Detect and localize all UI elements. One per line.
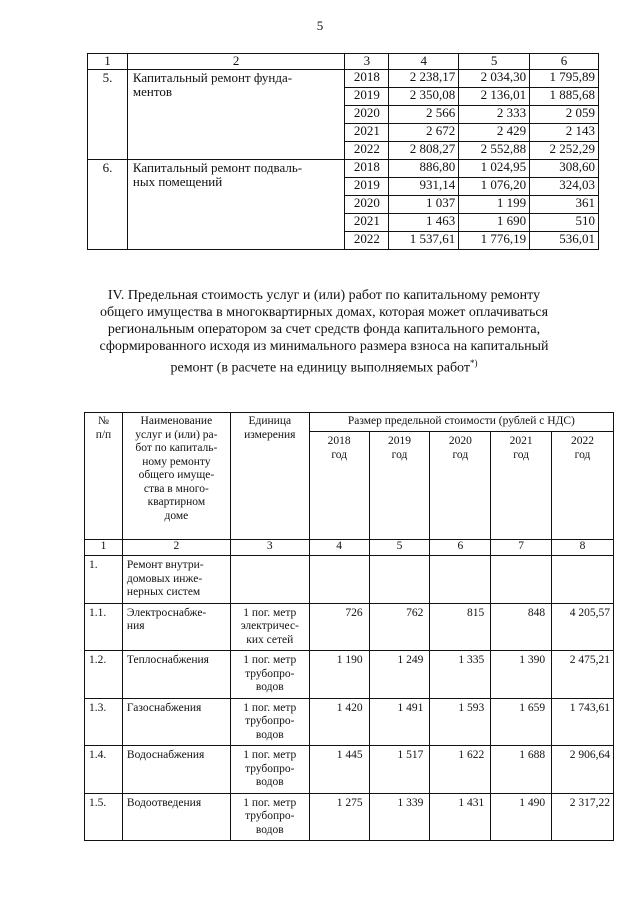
index-cell: 4 <box>309 540 369 556</box>
header-name-line: доме <box>164 509 189 522</box>
index-cell: 2 <box>122 540 230 556</box>
row-name-line: Водоснабжения <box>126 749 205 761</box>
row-unit-line: водов <box>255 728 284 741</box>
row-value: 4 205,57 <box>552 603 614 651</box>
header-unit <box>230 413 309 540</box>
header-unit-line: измерения <box>244 428 296 441</box>
top-header-cell: 6 <box>530 54 599 70</box>
row-unit <box>230 746 309 794</box>
year-cell: 2018 <box>345 70 389 88</box>
year-cell: 2022 <box>345 142 389 160</box>
header-name-line: услуг и (или) ра- <box>135 428 218 441</box>
index-cell: 8 <box>552 540 614 556</box>
value-cell: 2 566 <box>389 106 459 124</box>
row-value: 815 <box>430 603 491 651</box>
year-cell: 2019 <box>345 88 389 106</box>
value-cell: 2 252,29 <box>530 142 599 160</box>
row-unit-line: ких сетей <box>246 633 294 646</box>
row-unit-line: водов <box>255 776 284 788</box>
top-table-row <box>88 70 599 88</box>
row-value: 1 688 <box>491 746 552 794</box>
row-value: 1 593 <box>430 698 491 746</box>
header-year: 2018 <box>327 435 351 447</box>
table-row <box>85 603 614 651</box>
row-value: 1 445 <box>309 746 369 794</box>
row-value: 1 659 <box>491 698 552 746</box>
row-unit-line: 1 пог. метр <box>243 654 297 666</box>
row-unit-line: 1 пог. метр <box>243 701 297 714</box>
row-value: 2 906,64 <box>552 746 614 794</box>
header-name-line: ства в много- <box>143 482 209 495</box>
group-name-line: домовых инже- <box>126 572 203 585</box>
heading-line: IV. Предельная стоимость услуг и (или) работ по капитальному ремонту <box>107 288 541 303</box>
empty-cell <box>552 556 614 604</box>
value-cell: 536,01 <box>530 232 599 250</box>
value-cell: 2 059 <box>530 106 599 124</box>
item-name-line: ных помещений <box>132 174 223 189</box>
header-year: 2019 <box>387 435 411 447</box>
max-cost-table <box>84 412 614 841</box>
value-cell: 324,03 <box>530 178 599 196</box>
header-num <box>85 413 123 540</box>
group-number: 1. <box>85 556 123 604</box>
item-name-line: ментов <box>132 84 172 99</box>
value-cell: 2 143 <box>530 124 599 142</box>
heading-line: сформированного исходя из минимального размера взноса на капитальный <box>99 339 549 354</box>
table-row <box>85 698 614 746</box>
heading-line: общего имущества в многоквартирных домах, которая может оплачиваться <box>99 305 549 320</box>
table-row <box>85 793 614 841</box>
value-cell: 1 690 <box>459 214 530 232</box>
row-value: 1 491 <box>369 698 430 746</box>
index-cell: 5 <box>369 540 430 556</box>
empty-cell <box>491 556 552 604</box>
row-value: 848 <box>491 603 552 651</box>
value-cell: 1 776,19 <box>459 232 530 250</box>
header-num-line: № <box>97 415 109 427</box>
page-number: 5 <box>316 18 324 33</box>
item-number: 6. <box>88 160 128 250</box>
empty-cell <box>430 556 491 604</box>
row-value: 1 517 <box>369 746 430 794</box>
year-cell: 2019 <box>345 178 389 196</box>
row-name <box>122 603 230 651</box>
index-cell: 1 <box>85 540 123 556</box>
row-unit <box>230 651 309 699</box>
row-number: 1.5. <box>85 793 123 841</box>
value-cell: 308,60 <box>530 160 599 178</box>
header-name-line: Наименование <box>140 415 213 427</box>
index-cell: 6 <box>430 540 491 556</box>
row-unit-line: трубопро- <box>245 810 295 822</box>
value-cell: 2 333 <box>459 106 530 124</box>
row-value: 1 622 <box>430 746 491 794</box>
footnote-mark: *) <box>470 358 478 368</box>
header-year: 2021 <box>509 435 533 447</box>
row-name <box>122 746 230 794</box>
row-unit <box>230 603 309 651</box>
header-year-cell <box>491 432 552 540</box>
table-row <box>85 746 614 794</box>
row-name-line: ния <box>126 620 145 632</box>
value-cell: 2 350,08 <box>389 88 459 106</box>
row-name <box>122 651 230 699</box>
value-cell: 1 037 <box>389 196 459 214</box>
value-cell: 1 199 <box>459 196 530 214</box>
value-cell: 2 034,30 <box>459 70 530 88</box>
value-cell: 1 024,95 <box>459 160 530 178</box>
year-cell: 2022 <box>345 232 389 250</box>
header-year-cell <box>369 432 430 540</box>
header-name-line: ному ремонту <box>142 455 211 468</box>
header-year-cell <box>430 432 491 540</box>
row-unit-line: 1 пог. метр <box>243 606 297 619</box>
row-name-line: Теплоснабжения <box>126 654 209 666</box>
row-value: 1 431 <box>430 793 491 841</box>
index-cell: 3 <box>230 540 309 556</box>
row-number: 1.4. <box>85 746 123 794</box>
header-name-line: общего имуще- <box>138 469 215 481</box>
row-name <box>122 793 230 841</box>
row-unit-line: водов <box>255 681 284 693</box>
empty-cell <box>369 556 430 604</box>
header-year-word: год <box>391 448 408 461</box>
header-year-word: год <box>513 448 529 461</box>
top-table-row <box>88 160 599 178</box>
index-cell: 7 <box>491 540 552 556</box>
row-value: 2 475,21 <box>552 651 614 699</box>
header-name-line: бот по капиталь- <box>135 442 218 454</box>
value-cell: 886,80 <box>389 160 459 178</box>
item-number: 5. <box>88 70 128 160</box>
value-cell: 1 463 <box>389 214 459 232</box>
heading-line: региональным оператором за счет средств фонда капитального ремонта, <box>107 322 541 337</box>
value-cell: 931,14 <box>389 178 459 196</box>
row-value: 1 390 <box>491 651 552 699</box>
row-unit-line: 1 пог. метр <box>243 749 297 761</box>
top-header-cell: 5 <box>459 54 530 70</box>
value-cell: 510 <box>530 214 599 232</box>
item-name-line: Капитальный ремонт фунда- <box>132 70 293 85</box>
row-value: 1 339 <box>369 793 430 841</box>
bottom-header-row <box>85 413 614 432</box>
group-name-line: нерных систем <box>126 586 201 598</box>
row-value: 1 335 <box>430 651 491 699</box>
value-cell: 2 552,88 <box>459 142 530 160</box>
row-name-line: Водоотведения <box>126 796 202 809</box>
row-value: 726 <box>309 603 369 651</box>
row-unit-line: трубопро- <box>245 762 295 775</box>
year-cell: 2021 <box>345 214 389 232</box>
year-cell: 2020 <box>345 106 389 124</box>
header-year-word: год <box>574 448 591 461</box>
row-unit-line: трубопро- <box>245 667 295 680</box>
group-name <box>122 556 230 604</box>
heading-line: ремонт (в расчете на единицу выполняемых работ <box>170 360 470 376</box>
header-year-cell <box>309 432 369 540</box>
row-value: 1 249 <box>369 651 430 699</box>
group-name-line: Ремонт внутри- <box>126 559 204 571</box>
header-year: 2022 <box>571 435 595 447</box>
row-unit-line: 1 пог. метр <box>243 796 297 809</box>
value-cell: 1 795,89 <box>530 70 599 88</box>
bottom-index-row <box>85 540 614 556</box>
row-value: 1 420 <box>309 698 369 746</box>
empty-cell <box>309 556 369 604</box>
top-header-cell: 3 <box>345 54 389 70</box>
value-cell: 1 885,68 <box>530 88 599 106</box>
row-number: 1.1. <box>85 603 123 651</box>
row-value: 1 490 <box>491 793 552 841</box>
row-value: 762 <box>369 603 430 651</box>
value-cell: 361 <box>530 196 599 214</box>
value-cell: 2 672 <box>389 124 459 142</box>
row-value: 1 743,61 <box>552 698 614 746</box>
value-cell: 1 076,20 <box>459 178 530 196</box>
top-header-cell: 4 <box>389 54 459 70</box>
row-unit <box>230 698 309 746</box>
row-number: 1.3. <box>85 698 123 746</box>
value-cell: 2 136,01 <box>459 88 530 106</box>
row-name-line: Газоснабжения <box>126 701 202 714</box>
header-name <box>122 413 230 540</box>
header-unit-line: Единица <box>248 415 292 427</box>
header-name-line: квартирном <box>147 496 206 508</box>
row-number: 1.2. <box>85 651 123 699</box>
year-cell: 2021 <box>345 124 389 142</box>
value-cell: 2 238,17 <box>389 70 459 88</box>
header-year-cell <box>552 432 614 540</box>
value-cell: 2 429 <box>459 124 530 142</box>
top-table-header-row <box>88 54 599 70</box>
year-cell: 2020 <box>345 196 389 214</box>
year-cell: 2018 <box>345 160 389 178</box>
row-unit <box>230 793 309 841</box>
item-name <box>127 160 345 250</box>
header-year-word: год <box>452 448 469 461</box>
item-name-line: Капитальный ремонт подваль- <box>132 160 303 175</box>
top-header-cell: 1 <box>88 54 128 70</box>
row-name-line: Электроснабже- <box>126 606 207 619</box>
table-row <box>85 651 614 699</box>
row-unit-line: водов <box>255 823 284 836</box>
row-unit-line: трубопро- <box>245 715 295 727</box>
header-total-cost: Размер предельной стоимости (рублей с НДС) <box>309 413 613 432</box>
row-value: 1 190 <box>309 651 369 699</box>
row-value: 2 317,22 <box>552 793 614 841</box>
header-num-line: п/п <box>95 428 112 441</box>
row-value: 1 275 <box>309 793 369 841</box>
value-cell: 1 537,61 <box>389 232 459 250</box>
value-cell: 2 808,27 <box>389 142 459 160</box>
empty-cell <box>230 556 309 604</box>
top-cost-table <box>87 53 599 250</box>
row-name <box>122 698 230 746</box>
header-year: 2020 <box>448 435 472 447</box>
row-unit-line: электричес- <box>240 620 299 632</box>
top-header-cell: 2 <box>127 54 345 70</box>
section-heading <box>84 287 564 377</box>
group-row <box>85 556 614 604</box>
header-year-word: год <box>331 448 348 461</box>
item-name <box>127 70 345 160</box>
